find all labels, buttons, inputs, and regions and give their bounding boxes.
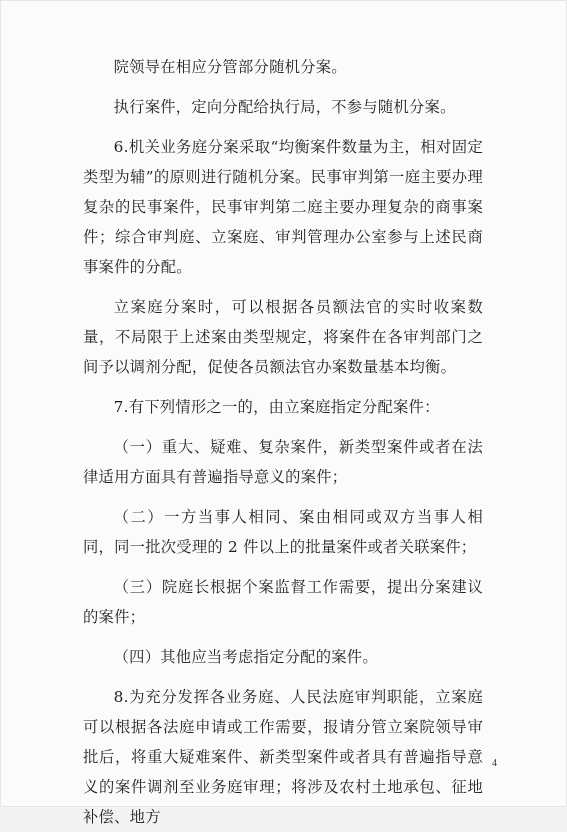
paragraph-3: 6.机关业务庭分案采取“均衡案件数量为主，相对固定类型为辅”的原则进行随机分案。民事审判第一庭主要办理复杂的民事案件，民事审判第二庭主要办理复杂的商事案件；综合审判庭、立案庭、审判管理办公室参与上述民商事案件的分配。 [83, 138, 483, 276]
paragraph-2: 执行案件，定向分配给执行局，不参与随机分案。 [113, 98, 456, 116]
document-body [83, 52, 483, 832]
page-number: 4 [492, 758, 497, 769]
paragraph-9: （四）其他应当考虑指定分配的案件。 [113, 648, 378, 666]
paragraph-4: 立案庭分案时，可以根据各员额法官的实时收案数量，不局限于上述案由类型规定，将案件在各审判部门之间予以调剂分配，促使各员额法官办案数量基本均衡。 [83, 298, 483, 376]
paragraph-6: （一）重大、疑难、复杂案件，新类型案件或者在法律适用方面具有普遍指导意义的案件； [83, 438, 483, 486]
paragraph-7: （二）一方当事人相同、案由相同或双方当事人相同，同一批次受理的 2 件以上的批量案件或者关联案件； [83, 508, 483, 556]
paragraph-1: 院领导在相应分管部分随机分案。 [113, 58, 347, 76]
paragraph-5: 7.有下列情形之一的，由立案庭指定分配案件： [113, 398, 440, 416]
paragraph-8: （三）院庭长根据个案监督工作需要，提出分案建议的案件； [83, 578, 483, 626]
paragraph-10: 8.为充分发挥各业务庭、人民法庭审判职能，立案庭可以根据各法庭申请或工作需要，报请分管立案院领导审批后，将重大疑难案件、新类型案件或者具有普遍指导意义的案件调剂至业务庭审理；将涉及农村土地承包、征地补偿、地方 [83, 688, 483, 826]
